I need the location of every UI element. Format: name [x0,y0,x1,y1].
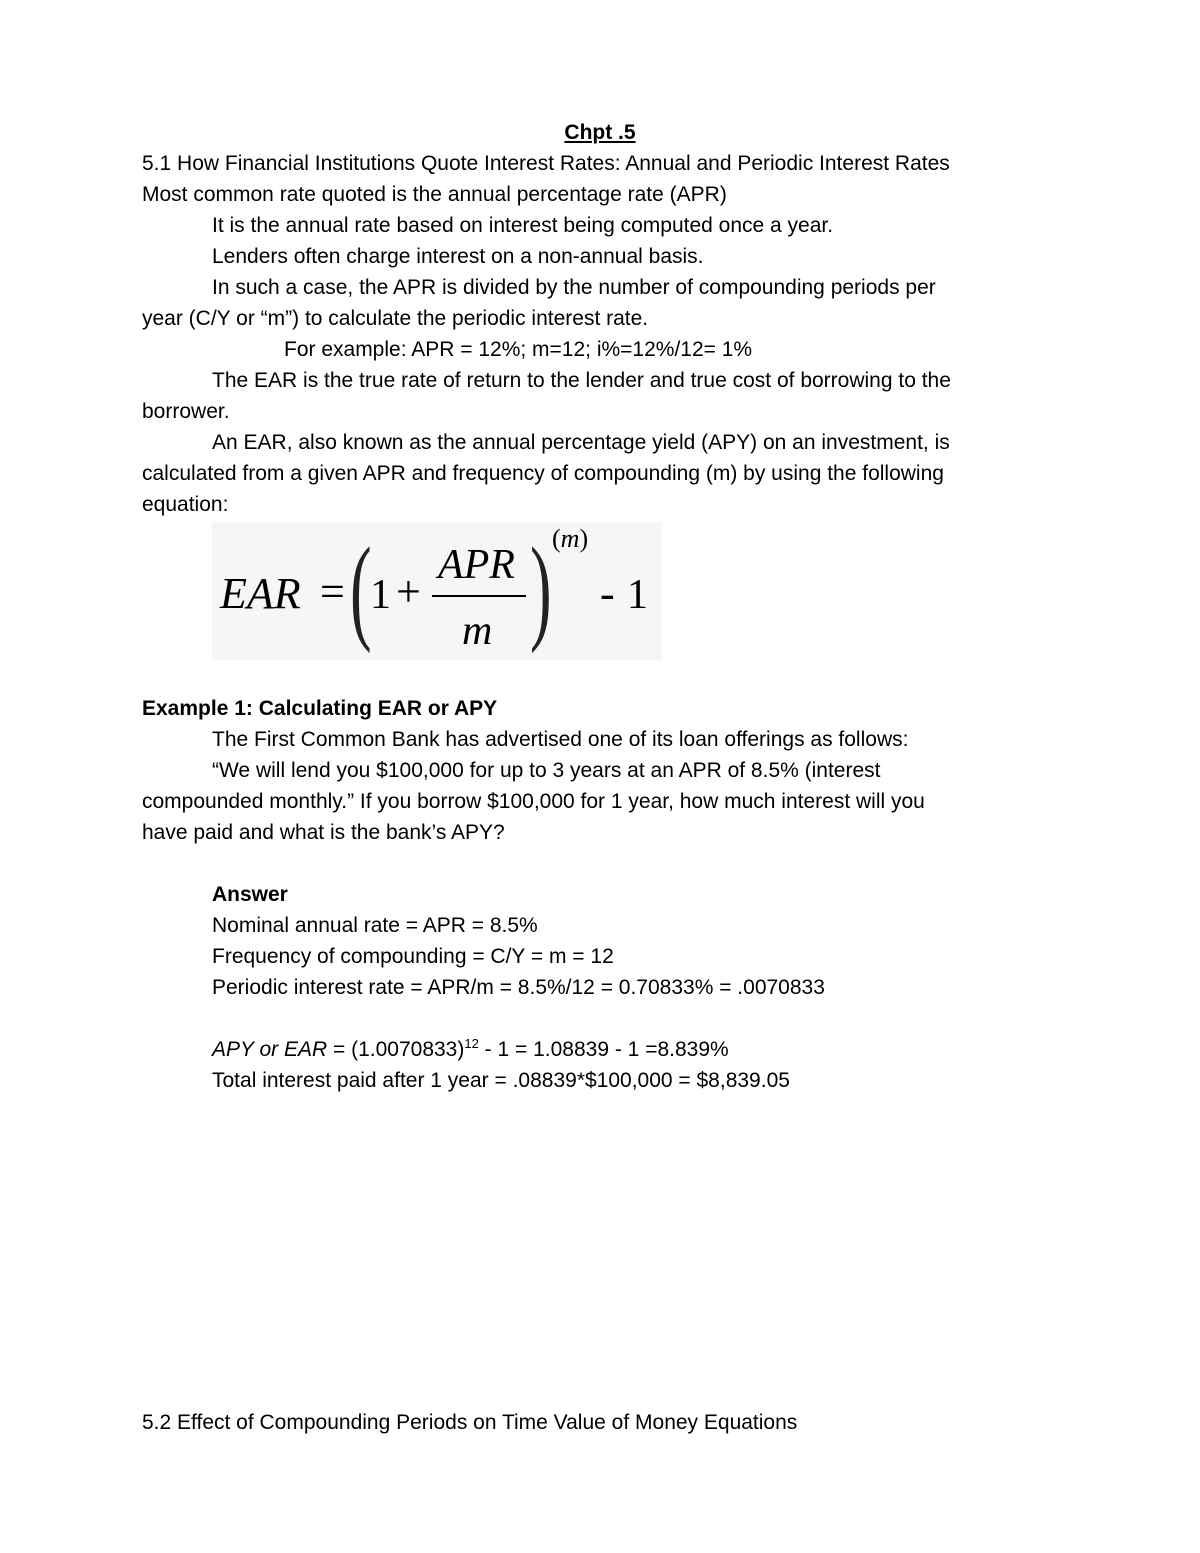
formula-left-paren: ( [350,523,372,654]
formula-equals: = [320,567,345,616]
formula-denominator: m [462,608,493,654]
formula-fraction-bar [432,595,526,597]
formula-right-paren: ) [530,523,552,654]
formula-numerator: APR [438,542,515,588]
answer-label: Answer [212,883,288,906]
answer-line: Frequency of compounding = C/Y = m = 12 [212,945,614,968]
formula-exponent: (m) [552,524,589,553]
paragraph-line: year (C/Y or “m”) to calculate the periodic interest rate. [142,307,649,330]
paragraph-line: equation: [142,493,229,516]
example-line: compounded monthly.” If you borrow $100,000 for 1 year, how much interest will you [142,790,925,813]
paragraph-line: Lenders often charge interest on a non-annual basis. [212,245,704,268]
chapter-title: Chpt .5 [564,121,636,144]
formula-exponent-var: m [560,524,580,553]
section-heading-5-1: 5.1 How Financial Institutions Quote Interest Rates: Annual and Periodic Interest Rates [142,152,950,175]
paragraph-line: borrower. [142,400,230,423]
example-line: For example: APR = 12%; m=12; i%=12%/12= 1% [284,338,753,361]
formula-plus: + [396,567,421,616]
answer-line: Periodic interest rate = APR/m = 8.5%/12 = 0.70833% = .0070833 [212,976,825,999]
example-line: “We will lend you $100,000 for up to 3 years at an APR of 8.5% (interest [212,759,881,782]
example-heading: Example 1: Calculating EAR or APY [142,697,498,720]
paragraph-line: It is the annual rate based on interest being computed once a year. [212,214,834,237]
example-line: The First Common Bank has advertised one of its loan offerings as follows: [212,728,909,751]
formula-one: 1 [370,572,391,618]
apy-exponent: 12 [464,1036,479,1051]
paragraph-line: calculated from a given APR and frequency of compounding (m) by using the following [142,462,944,485]
total-interest-line: Total interest paid after 1 year = .08839*$100,000 = $8,839.05 [212,1069,790,1092]
ear-formula [212,522,662,660]
example-line: have paid and what is the bank’s APY? [142,821,505,844]
apy-rest: - 1 = 1.08839 - 1 =8.839% [478,1038,729,1061]
apy-label: APY or EAR [212,1038,328,1061]
paragraph-line: In such a case, the APR is divided by the number of compounding periods per [212,276,936,299]
answer-line: Nominal annual rate = APR = 8.5% [212,914,538,937]
section-heading-5-2: 5.2 Effect of Compounding Periods on Time Value of Money Equations [142,1411,798,1434]
formula-lhs: EAR [220,569,301,618]
paragraph-line: Most common rate quoted is the annual percentage rate (APR) [142,183,727,206]
formula-minus: - [600,569,615,618]
formula-tail: 1 [627,572,648,618]
apy-base: = (1.0070833) [327,1038,465,1061]
paragraph-line: The EAR is the true rate of return to the lender and true cost of borrowing to the [212,369,951,392]
apy-calculation [212,1034,729,1065]
paragraph-line: An EAR, also known as the annual percentage yield (APY) on an investment, is [212,431,950,454]
